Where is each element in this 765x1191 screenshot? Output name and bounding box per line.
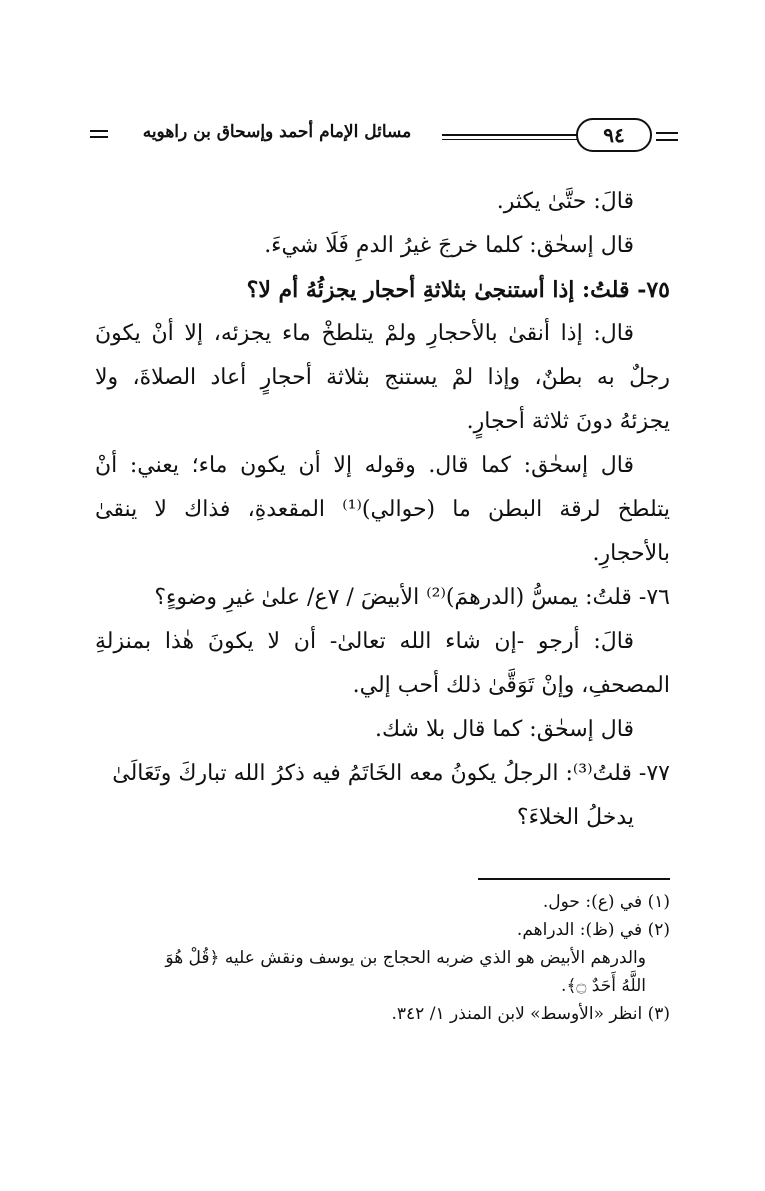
- footnote-2: (٢) في (ظ): الدراهم.: [516, 920, 670, 940]
- footnote-2-continuation: والدرهم الأبيض هو الذي ضربه الحجاج بن يوسف ونقش عليه ﴿قُلْ هُوَ: [165, 948, 646, 968]
- footnote-3: (٣) انظر «الأوسط» لابن المنذر ١/ ٣٤٢.: [391, 1004, 670, 1024]
- text-line: يتلطخ لرقة البطن ما (حوالي)⁽¹⁾ المقعدةِ، فذاك لا ينقىٰ: [95, 497, 670, 522]
- footnote-divider: [478, 878, 670, 880]
- text-line: قال إسحٰق: كما قال. وقوله إلا أن يكون ماء؛ يعني: أنْ: [95, 453, 634, 478]
- footnotes: [95, 888, 670, 1028]
- text-line: المصحفِ، وإنْ تَوَقَّىٰ ذلك أحب إلي.: [352, 673, 670, 698]
- text-line: قال: إذا أنقىٰ بالأحجارِ ولمْ يتلطخْ ماء يجزئه، إلا أنْ يكونَ: [95, 321, 634, 346]
- header-ornament-right: [656, 132, 678, 141]
- question-77: ٧٧- قلتُ⁽³⁾: الرجلُ يكونُ معه الخَاتَمُ فيه ذكرُ الله تباركَ وتَعَالَىٰ: [112, 761, 670, 786]
- question-76: ٧٦- قلتُ: يمسُّ (الدرهمَ)⁽²⁾ الأبيضَ / ٧ع/ علىٰ غيرِ وضوءٍ؟: [154, 585, 670, 610]
- page-number: ٩٤: [576, 118, 652, 152]
- text-line: قالَ: حتَّىٰ يكثر.: [496, 189, 634, 214]
- text-line: رجلٌ به بطنٌ، وإذا لمْ يستنج بثلاثة أحجارٍ أعاد الصلاةَ، ولا: [95, 365, 670, 390]
- text-line: يجزئهُ دونَ ثلاثة أحجارٍ.: [466, 409, 670, 434]
- footnote-1: (١) في (ع): حول.: [542, 892, 670, 912]
- text-line: يدخلُ الخلاءَ؟: [516, 805, 634, 830]
- footnote-2-continuation: اللَّهُ أَحَدٌ ۝﴾.: [561, 976, 646, 996]
- running-title: مسائل الإمام أحمد وإسحاق بن راهويه: [142, 122, 412, 142]
- question-75: ٧٥- قلتُ: إذا أستنجىٰ بثلاثةِ أحجار يجزئُهُ أم لا؟: [246, 277, 670, 303]
- text-line: قالَ: أرجو -إن شاء الله تعالىٰ- أن لا يكونَ هٰذا بمنزلةِ: [95, 629, 634, 654]
- main-text: [95, 180, 670, 840]
- page-header: [90, 118, 678, 158]
- text-line: قال إسحٰق: كما قال بلا شك.: [375, 717, 634, 742]
- header-ornament-left: [90, 130, 108, 138]
- text-line: بالأحجارِ.: [592, 541, 670, 566]
- text-line: قال إسحٰق: كلما خرجَ غيرُ الدمِ فَلَا شيءَ.: [264, 233, 634, 258]
